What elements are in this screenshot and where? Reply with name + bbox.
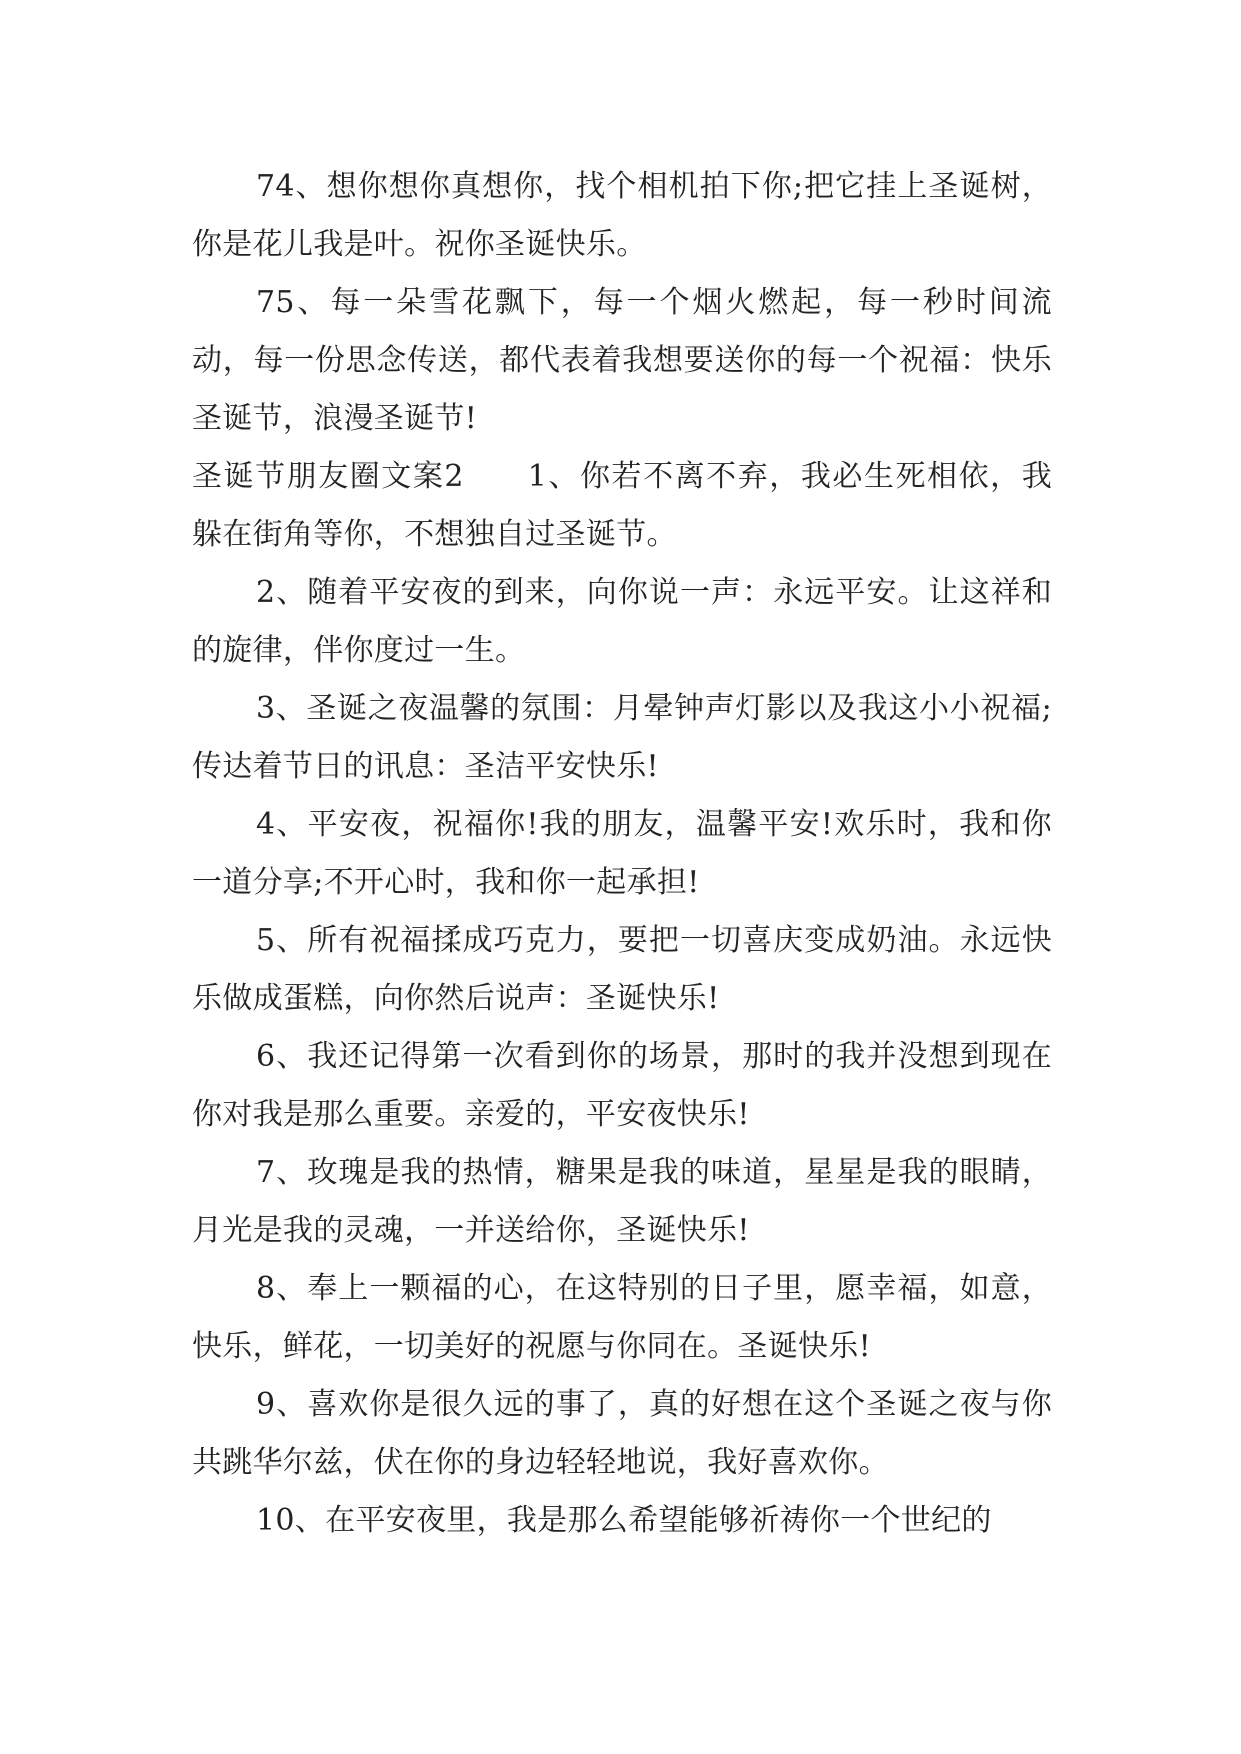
paragraph-9: 9、喜欢你是很久远的事了，真的好想在这个圣诞之夜与你共跳华尔兹，伏在你的身边轻轻地说，我好喜欢你。 <box>192 1387 1052 1480</box>
paragraph-10: 10、在平安夜里，我是那么希望能够祈祷你一个世纪的 <box>256 1503 992 1538</box>
section-title: 圣诞节朋友圈文案2 <box>192 459 464 494</box>
paragraph-8: 8、奉上一颗福的心，在这特别的日子里，愿幸福，如意，快乐，鲜花，一切美好的祝愿与你同在。圣诞快乐! <box>192 1271 1052 1364</box>
paragraph-7: 7、玫瑰是我的热情，糖果是我的味道，星星是我的眼睛，月光是我的灵魂，一并送给你，圣诞快乐! <box>192 1155 1052 1248</box>
paragraph-1: 1、你若不离不弃，我必生死相依，我躲在街角等你，不想独自过圣诞节。 <box>192 459 1052 552</box>
section-heading-line <box>192 448 1052 564</box>
paragraph-6: 6、我还记得第一次看到你的场景，那时的我并没想到现在你对我是那么重要。亲爱的，平安夜快乐! <box>192 1039 1052 1132</box>
paragraph-2: 2、随着平安夜的到来，向你说一声：永远平安。让这祥和的旋律，伴你度过一生。 <box>192 575 1052 668</box>
paragraph-5: 5、所有祝福揉成巧克力，要把一切喜庆变成奶油。永远快乐做成蛋糕，向你然后说声：圣诞快乐! <box>192 923 1052 1016</box>
paragraph-3: 3、圣诞之夜温馨的氛围：月晕钟声灯影以及我这小小祝福;传达着节日的讯息：圣洁平安快乐! <box>192 691 1052 784</box>
document-body <box>192 158 1052 1550</box>
paragraph-4: 4、平安夜，祝福你!我的朋友，温馨平安!欢乐时，我和你一道分享;不开心时，我和你一起承担! <box>192 807 1052 900</box>
paragraph-74: 74、想你想你真想你，找个相机拍下你;把它挂上圣诞树，你是花儿我是叶。祝你圣诞快乐。 <box>192 169 1052 262</box>
paragraph-75: 75、每一朵雪花飘下，每一个烟火燃起，每一秒时间流动，每一份思念传送，都代表着我想要送你的每一个祝福：快乐圣诞节，浪漫圣诞节! <box>192 285 1052 436</box>
